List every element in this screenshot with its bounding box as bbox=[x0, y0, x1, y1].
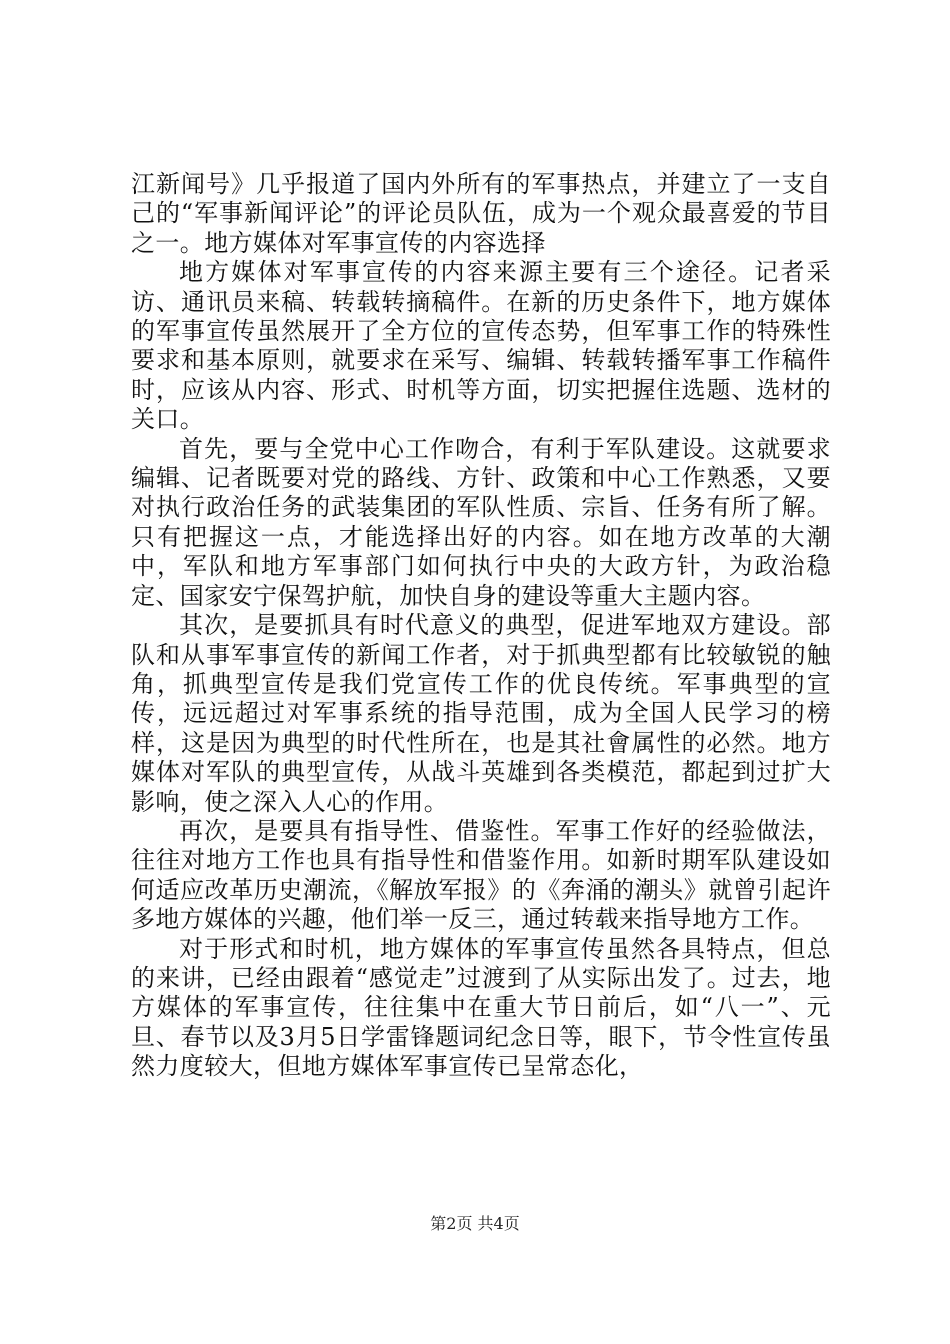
paragraph-4: 其次，是要抓具有时代意义的典型，促进军地双方建设。部队和从事军事宣传的新闻工作者，对于抓典型都有比较敏锐的触角，抓典型宣传是我们党宣传工作的优良传统。军事典型的宣传，远远超过对军事系统的指导范围，成为全国人民学习的榜样，这是因为典型的时代性所在，也是其社會属性的必然。地方媒体对军队的典型宣传，从战斗英雄到各类模范，都起到过扩大影响，使之深入人心的作用。 bbox=[131, 611, 831, 816]
paragraph-2: 地方媒体对军事宣传的内容来源主要有三个途径。记者采访、通讯员来稿、转载转摘稿件。在新的历史条件下，地方媒体的军事宣传虽然展开了全方位的宣传态势，但军事工作的特殊性要求和基本原则，就要求在采写、编辑、转载转播军事工作稿件时，应该从内容、形式、时机等方面，切实把握住选题、选材的关口。 bbox=[131, 258, 831, 434]
paragraph-3: 首先，要与全党中心工作吻合，有利于军队建设。这就要求编辑、记者既要对党的路线、方针、政策和中心工作熟悉，又要对执行政治任务的武装集团的军队性质、宗旨、任务有所了解。只有把握这一点，才能选择出好的内容。如在地方改革的大潮中，军队和地方军事部门如何执行中央的大政方针，为政治稳定、国家安宁保驾护航，加快自身的建设等重大主题内容。 bbox=[131, 434, 831, 610]
page-footer bbox=[0, 1214, 950, 1234]
paragraph-1: 江新闻号》几乎报道了国内外所有的军事热点，并建立了一支自己的“军事新闻评论”的评论员队伍，成为一个观众最喜爱的节目之一。地方媒体对军事宣传的内容选择 bbox=[131, 170, 831, 257]
page-number: 第2页 共4页 bbox=[430, 1214, 520, 1233]
paragraph-5: 再次，是要具有指导性、借鉴性。军事工作好的经验做法，往往对地方工作也具有指导性和借鉴作用。如新时期军队建设如何适应改革历史潮流，《解放军报》的《奔涌的潮头》就曾引起许多地方媒体的兴趣，他们举一反三，通过转载来指导地方工作。 bbox=[131, 816, 831, 934]
body-text bbox=[131, 170, 831, 1082]
paragraph-6: 对于形式和时机，地方媒体的军事宣传虽然各具特点，但总的来讲，已经由跟着“感觉走”过渡到了从实际出发了。过去，地方媒体的军事宣传，往往集中在重大节日前后，如“八一”、元旦、春节以及3月5日学雷锋题词纪念日等，眼下，节令性宣传虽然力度较大，但地方媒体军事宣传已呈常态化， bbox=[131, 934, 831, 1081]
